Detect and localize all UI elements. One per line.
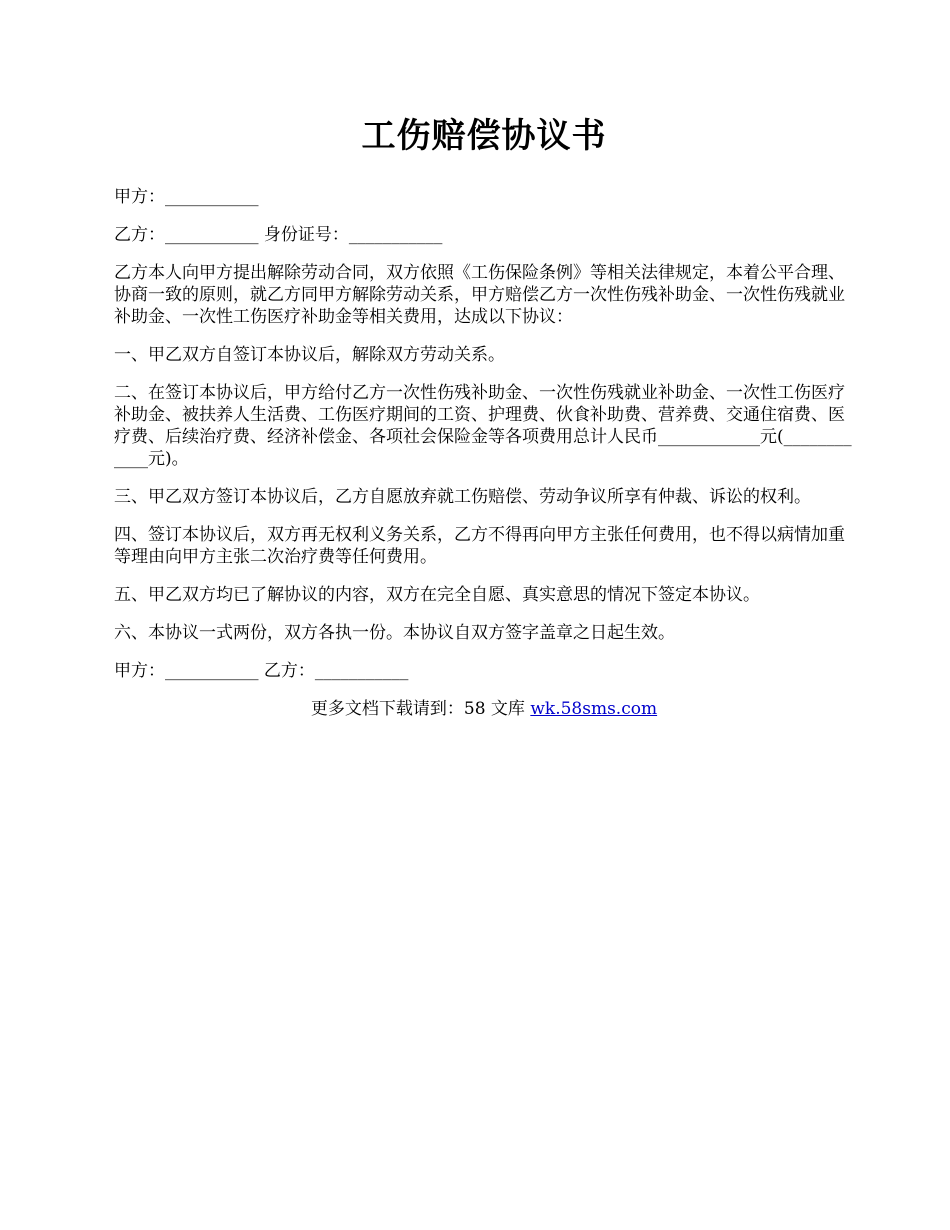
- intro-paragraph: 乙方本人向甲方提出解除劳动合同，双方依照《工伤保险条例》等相关法律规定，本着公平合理、协商一致的原则，就乙方同甲方解除劳动关系，甲方赔偿乙方一次性伤残补助金、一次性伤残就业补助金、一次性工伤医疗补助金等相关费用，达成以下协议：: [114, 263, 845, 327]
- document-title: 工伤赔偿协议书: [361, 116, 607, 156]
- signature-line: 甲方：___________ 乙方：___________: [114, 661, 409, 681]
- clause-1: 一、甲乙双方自签订本协议后，解除双方劳动关系。: [114, 345, 505, 365]
- clause-3: 三、甲乙双方签订本协议后，乙方自愿放弃就工伤赔偿、劳动争议所享有仲裁、诉讼的权利。: [114, 487, 811, 507]
- download-footer: [114, 698, 854, 720]
- party-b-line: 乙方：___________ 身份证号：___________: [114, 225, 443, 245]
- footer-text: 更多文档下载请到：58 文库: [310, 699, 531, 719]
- footer-link[interactable]: wk.58sms.com: [530, 699, 658, 719]
- clause-4: 四、签订本协议后，双方再无权利义务关系，乙方不得再向甲方主张任何费用，也不得以病情加重等理由向甲方主张二次治疗费等任何费用。: [114, 525, 845, 567]
- document-page: [114, 112, 854, 720]
- clause-6: 六、本协议一式两份，双方各执一份。本协议自双方签字盖章之日起生效。: [114, 623, 675, 643]
- clause-5: 五、甲乙双方均已了解协议的内容，双方在完全自愿、真实意思的情况下签定本协议。: [114, 585, 760, 605]
- clause-2: 二、在签订本协议后，甲方给付乙方一次性伤残补助金、一次性伤残就业补助金、一次性工伤医疗补助金、被扶养人生活费、工伤医疗期间的工资、护理费、伙食补助费、营养费、交通住宿费、医疗费、后续治疗费、经济补偿金、各项社会保险金等各项费用总计人民币____________元(____________元)。: [114, 383, 852, 469]
- party-a-line: 甲方：___________: [114, 187, 259, 207]
